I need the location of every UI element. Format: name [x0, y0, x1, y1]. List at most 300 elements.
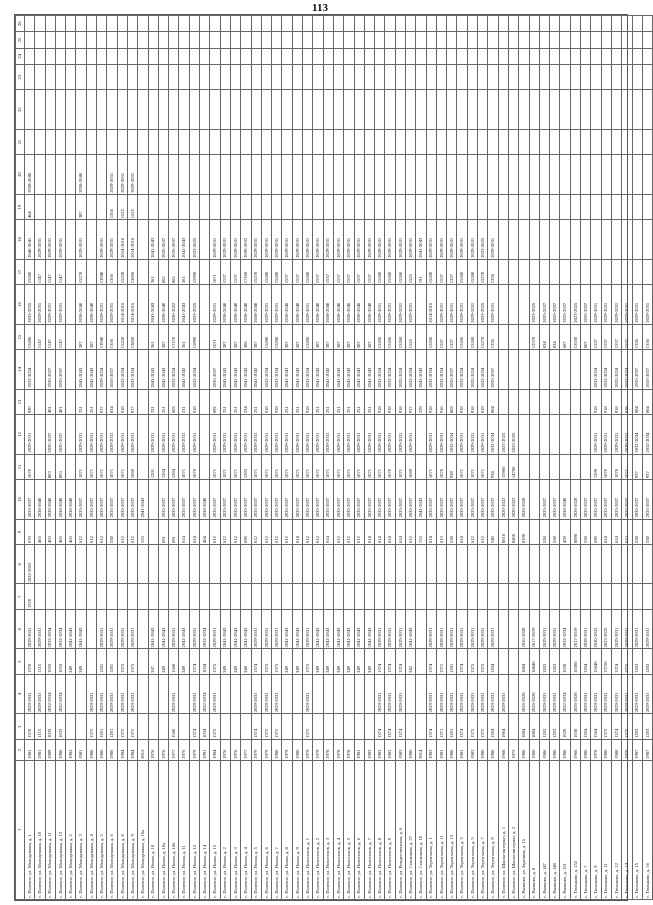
table-cell: [148, 16, 158, 32]
table-cell: [138, 285, 148, 324]
table-cell: [529, 32, 539, 48]
table-cell: 15270: [76, 259, 86, 285]
table-cell: [519, 155, 529, 194]
table-cell: [55, 584, 65, 610]
table-cell: 1986: [539, 739, 549, 760]
table-cell: [581, 48, 591, 64]
table-row: [632, 16, 642, 900]
table-cell: [560, 16, 570, 32]
table-cell: 2032-2034: [591, 350, 601, 389]
table-cell: [138, 389, 148, 415]
table-cell: 1980: [405, 739, 415, 760]
table-cell: [519, 545, 529, 584]
table-cell: [66, 259, 76, 285]
address-cell: с. Полевое, ул. Молодежная, д. 4: [86, 760, 96, 899]
table-cell: 1537: [313, 259, 323, 285]
table-cell: [560, 584, 570, 610]
table-cell: [436, 32, 446, 48]
table-cell: 8890: [570, 519, 580, 545]
table-cell: [282, 32, 292, 48]
table-cell: [272, 545, 282, 584]
table-cell: [200, 48, 210, 64]
column-header: 8: [16, 545, 25, 584]
table-cell: [230, 32, 240, 48]
table-cell: [498, 259, 508, 285]
address-cell: с. Рычково, д. 148: [550, 760, 560, 899]
table-cell: 2032-2034: [622, 350, 632, 389]
table-cell: [498, 16, 508, 32]
table-cell: [581, 129, 591, 155]
table-cell: [416, 129, 426, 155]
table-row: [498, 16, 508, 900]
table-cell: [508, 285, 518, 324]
table-cell: 2023-2025: [601, 610, 611, 649]
table-cell: [189, 16, 199, 32]
table-cell: [86, 155, 96, 194]
table-cell: [529, 584, 539, 610]
table-cell: 1203: [550, 649, 560, 675]
table-cell: 2035-2037: [55, 415, 65, 454]
table-cell: [354, 545, 364, 584]
table-cell: [220, 155, 230, 194]
table-cell: 251: [292, 389, 302, 415]
table-cell: 1356: [107, 194, 117, 220]
table-cell: 15260: [385, 324, 395, 350]
table-cell: 1374: [251, 649, 261, 675]
table-cell: [416, 155, 426, 194]
table-cell: 2029-2031: [323, 220, 333, 259]
table-cell: 2035-2037: [447, 480, 457, 519]
table-cell: 2026-2028: [519, 610, 529, 649]
table-cell: [261, 16, 271, 32]
table-cell: 361: [179, 324, 189, 350]
table-cell: 2041-2043: [344, 610, 354, 649]
table-cell: 2029-2031: [642, 285, 652, 324]
table-cell: 349: [364, 649, 374, 675]
table-cell: [86, 220, 96, 259]
table-cell: 2035-2037: [45, 350, 55, 389]
table-cell: [354, 155, 364, 194]
table-cell: [457, 64, 467, 90]
table-cell: 1070: [436, 454, 446, 480]
address-cell: с. Рычково, д. 8: [529, 760, 539, 899]
table-cell: 2032-2034: [426, 350, 436, 389]
table-cell: [581, 90, 591, 129]
table-cell: 1982: [385, 739, 395, 760]
table-cell: [35, 16, 45, 32]
table-cell: 614: [292, 519, 302, 545]
address-cell: с. Полевое, ул. Новая, д. 4: [241, 760, 251, 899]
table-cell: 1986: [488, 739, 498, 760]
table-cell: 2032-2034: [632, 415, 642, 454]
table-cell: 1071: [86, 454, 96, 480]
table-cell: 918: [117, 389, 127, 415]
table-cell: [426, 90, 436, 129]
table-cell: [313, 64, 323, 90]
column-header: 15: [16, 324, 25, 350]
table-cell: [426, 129, 436, 155]
table-cell: 1375: [210, 714, 220, 740]
table-cell: 918: [611, 389, 621, 415]
table-cell: 2029-2031: [395, 674, 405, 713]
table-cell: 2014-2016: [117, 220, 127, 259]
table-cell: [601, 129, 611, 155]
table-cell: [560, 259, 570, 285]
table-cell: 2041-2043: [148, 610, 158, 649]
table-cell: [323, 48, 333, 64]
table-cell: 2035-2037: [251, 480, 261, 519]
table-cell: [395, 584, 405, 610]
table-cell: [313, 129, 323, 155]
table-cell: 2029-2031: [405, 285, 415, 324]
table-cell: [272, 16, 282, 32]
table-cell: 2029-2031: [333, 220, 343, 259]
table-cell: [385, 194, 395, 220]
table-cell: 2041-2043: [158, 350, 168, 389]
table-cell: [251, 32, 261, 48]
table-cell: 2029-2031: [127, 674, 137, 713]
table-cell: [642, 64, 652, 90]
table-row: [467, 16, 477, 900]
table-cell: 2029-2031: [447, 610, 457, 649]
table-cell: 2038-2040: [333, 285, 343, 324]
table-cell: [550, 32, 560, 48]
table-cell: [35, 32, 45, 48]
table-cell: 2029-2031: [436, 674, 446, 713]
table-cell: 2035-2037: [189, 480, 199, 519]
table-cell: [261, 584, 271, 610]
table-cell: [591, 48, 601, 64]
table-cell: [436, 194, 446, 220]
address-cell: с. Тюльково, д. 9: [591, 760, 601, 899]
table-cell: [189, 32, 199, 48]
column-header: 7: [16, 584, 25, 610]
table-cell: [138, 454, 148, 480]
table-cell: 191: [416, 259, 426, 285]
table-cell: [467, 90, 477, 129]
table-cell: 1374: [395, 649, 405, 675]
table-cell: [570, 194, 580, 220]
table-cell: 2029-2031: [261, 674, 271, 713]
table-cell: [364, 32, 374, 48]
table-cell: 834: [539, 324, 549, 350]
table-row: [97, 16, 107, 900]
table-cell: 2029-2031: [107, 674, 117, 713]
table-cell: [581, 194, 591, 220]
table-cell: 1203: [632, 649, 642, 675]
table-cell: [601, 90, 611, 129]
table-cell: 2029-2031: [292, 220, 302, 259]
table-cell: [395, 129, 405, 155]
table-cell: [169, 48, 179, 64]
table-cell: 1537: [591, 324, 601, 350]
address-cell: с. Тюльково, д. 7: [581, 760, 591, 899]
table-cell: 2035-2037: [292, 480, 302, 519]
table-cell: [570, 584, 580, 610]
table-cell: [35, 129, 45, 155]
table-cell: [127, 64, 137, 90]
table-cell: 15260: [426, 259, 436, 285]
table-cell: 15280: [272, 259, 282, 285]
table-cell: 2029-2031: [642, 674, 652, 713]
table-row: [323, 16, 333, 900]
table-cell: [622, 32, 632, 48]
table-cell: 834: [107, 389, 117, 415]
table-cell: 15260: [426, 324, 436, 350]
table-cell: 2029-2031: [148, 415, 158, 454]
table-cell: 2035-2037: [642, 480, 652, 519]
table-cell: 1983: [426, 739, 436, 760]
table-cell: [66, 674, 76, 713]
table-cell: [457, 194, 467, 220]
table-cell: 612: [117, 519, 127, 545]
table-cell: 234: [241, 389, 251, 415]
table-cell: 251: [220, 389, 230, 415]
table-cell: [519, 220, 529, 259]
table-cell: 1371: [436, 649, 446, 675]
table-cell: [323, 674, 333, 713]
table-cell: [158, 90, 168, 129]
table-cell: 2038-2040: [344, 285, 354, 324]
table-cell: [344, 545, 354, 584]
table-cell: [498, 220, 508, 259]
table-cell: 15260: [457, 259, 467, 285]
table-cell: 2029-2031: [622, 674, 632, 713]
table-cell: 2029-2031: [117, 155, 127, 194]
table-cell: [45, 90, 55, 129]
table-row: [581, 16, 591, 900]
address-cell: с. Полевое, ул. Школа-интернат, д. 2: [508, 760, 518, 899]
table-cell: 2038-2040: [220, 285, 230, 324]
table-row: [591, 16, 601, 900]
table-cell: [642, 48, 652, 64]
table-cell: [241, 64, 251, 90]
table-cell: 15280: [467, 259, 477, 285]
address-cell: с. Полевое, ул. Новая, д. 14: [200, 760, 210, 899]
table-cell: 1356: [107, 324, 117, 350]
table-cell: [107, 64, 117, 90]
table-cell: [292, 48, 302, 64]
table-cell: [200, 16, 210, 32]
table-cell: 614: [189, 519, 199, 545]
table-cell: [272, 32, 282, 48]
table-cell: 2020-2022: [591, 610, 601, 649]
table-cell: [333, 714, 343, 740]
table-cell: 1374: [189, 714, 199, 740]
table-cell: 2038-2040: [76, 155, 86, 194]
table-cell: 2029-2031: [622, 415, 632, 454]
table-cell: [642, 129, 652, 155]
table-cell: 15260: [395, 324, 405, 350]
table-cell: [632, 194, 642, 220]
table-cell: 612: [76, 519, 86, 545]
table-cell: 387: [86, 324, 96, 350]
table-cell: 387: [76, 194, 86, 220]
table-cell: [611, 16, 621, 32]
address-cell: с. Тюльково, д. 12: [611, 760, 621, 899]
table-cell: 2041-2043: [313, 350, 323, 389]
table-cell: [179, 194, 189, 220]
table-cell: 1071: [375, 454, 385, 480]
table-cell: 1375: [622, 649, 632, 675]
table-cell: [447, 194, 457, 220]
table-cell: [570, 90, 580, 129]
table-cell: 251: [364, 389, 374, 415]
table-cell: 2029-2031: [127, 155, 137, 194]
table-cell: [457, 155, 467, 194]
table-cell: [457, 545, 467, 584]
table-cell: 349: [333, 649, 343, 675]
table-cell: [395, 90, 405, 129]
table-cell: [169, 584, 179, 610]
table-cell: [138, 16, 148, 32]
table-cell: 2035-2037: [457, 480, 467, 519]
table-cell: 2032-2034: [117, 350, 127, 389]
table-cell: [457, 90, 467, 129]
table-cell: [622, 129, 632, 155]
table-cell: [478, 32, 488, 48]
table-cell: [200, 194, 210, 220]
table-cell: 2041-2043: [323, 350, 333, 389]
table-cell: 15280: [25, 259, 35, 285]
table-cell: [241, 714, 251, 740]
table-cell: [488, 155, 498, 194]
table-cell: [529, 454, 539, 480]
table-cell: 1989: [45, 739, 55, 760]
table-row: [138, 16, 148, 900]
table-cell: [45, 16, 55, 32]
column-header: 1: [16, 760, 25, 899]
table-cell: [303, 545, 313, 584]
table-cell: 2041-2043: [333, 350, 343, 389]
table-cell: 1980: [272, 739, 282, 760]
table-cell: 13940: [97, 324, 107, 350]
column-header: 24: [16, 48, 25, 64]
table-cell: [189, 155, 199, 194]
table-cell: [550, 16, 560, 32]
table-cell: 1071: [457, 454, 467, 480]
table-cell: [457, 584, 467, 610]
table-cell: 1978: [591, 739, 601, 760]
table-cell: [560, 415, 570, 454]
table-cell: [127, 545, 137, 584]
table-cell: 231: [148, 389, 158, 415]
table-cell: 2029-2031: [447, 674, 457, 713]
table-cell: [55, 194, 65, 220]
table-cell: [642, 545, 652, 584]
table-cell: [86, 32, 96, 48]
table-cell: [261, 155, 271, 194]
table-cell: 1977: [241, 739, 251, 760]
table-row: [272, 16, 282, 900]
table-cell: 2029-2031: [158, 415, 168, 454]
table-cell: 2035-2037: [107, 480, 117, 519]
table-cell: 690: [241, 519, 251, 545]
address-cell: с. Полевое, ул. Новоселов, д. 1: [303, 760, 313, 899]
table-cell: [76, 90, 86, 129]
table-cell: 13850: [127, 259, 137, 285]
table-cell: [405, 545, 415, 584]
table-cell: 2022-2025: [25, 545, 35, 584]
table-cell: [570, 155, 580, 194]
table-cell: [107, 584, 117, 610]
table-cell: [97, 194, 107, 220]
table-cell: 612: [354, 519, 364, 545]
table-cell: 2038-2040: [241, 285, 251, 324]
table-cell: 2029-2031: [375, 220, 385, 259]
table-cell: [539, 454, 549, 480]
table-cell: 2029-2031: [550, 674, 560, 713]
table-cell: [138, 155, 148, 194]
table-cell: 2038-2040: [364, 285, 374, 324]
table-cell: 2026-2028: [529, 674, 539, 713]
table-cell: [354, 16, 364, 32]
table-cell: [519, 259, 529, 285]
table-cell: [158, 129, 168, 155]
table-cell: [416, 674, 426, 713]
table-cell: [632, 584, 642, 610]
table-cell: 2029-2031: [230, 220, 240, 259]
address-cell: с. Полевое, ул. Молодежная, д. 9: [127, 760, 137, 899]
table-cell: [416, 545, 426, 584]
table-cell: [138, 220, 148, 259]
table-cell: [426, 194, 436, 220]
table-cell: 1984: [127, 739, 137, 760]
table-cell: 2029-2031: [426, 610, 436, 649]
table-cell: 2029-2031: [436, 220, 446, 259]
table-cell: [66, 324, 76, 350]
table-cell: 2041-2043: [251, 350, 261, 389]
table-cell: 2029-2031: [354, 415, 364, 454]
table-row: [210, 16, 220, 900]
table-cell: 2041-2043: [76, 610, 86, 649]
address-cell: с. Полевое, ул. Молодежная, д. 10а: [138, 760, 148, 899]
table-cell: 2029-2031: [107, 155, 117, 194]
column-header: 6: [16, 610, 25, 649]
table-cell: [107, 129, 117, 155]
table-cell: 2026-2028: [570, 480, 580, 519]
table-cell: [189, 545, 199, 584]
table-cell: [539, 129, 549, 155]
table-cell: [35, 584, 45, 610]
table-cell: 691: [169, 519, 179, 545]
table-cell: 2041-2043: [282, 610, 292, 649]
table-cell: [642, 90, 652, 129]
table-cell: 13550: [570, 324, 580, 350]
table-cell: 387: [230, 324, 240, 350]
table-cell: 2029-2031: [303, 415, 313, 454]
table-cell: [611, 220, 621, 259]
table-cell: [560, 155, 570, 194]
table-cell: 919: [478, 389, 488, 415]
table-cell: [508, 48, 518, 64]
table-cell: 2035-2037: [210, 480, 220, 519]
table-cell: [611, 194, 621, 220]
table-cell: 251: [282, 389, 292, 415]
table-cell: 2032-2034: [457, 350, 467, 389]
table-cell: [447, 48, 457, 64]
address-cell: с. Полевое, ул. Молодежная, д. 11: [45, 760, 55, 899]
table-cell: 1204: [169, 454, 179, 480]
table-cell: 917: [405, 389, 415, 415]
table-row: [416, 16, 426, 900]
table-cell: [375, 16, 385, 32]
table-cell: [230, 674, 240, 713]
table-cell: [179, 90, 189, 129]
table-cell: [375, 194, 385, 220]
table-cell: [642, 155, 652, 194]
table-cell: [292, 584, 302, 610]
